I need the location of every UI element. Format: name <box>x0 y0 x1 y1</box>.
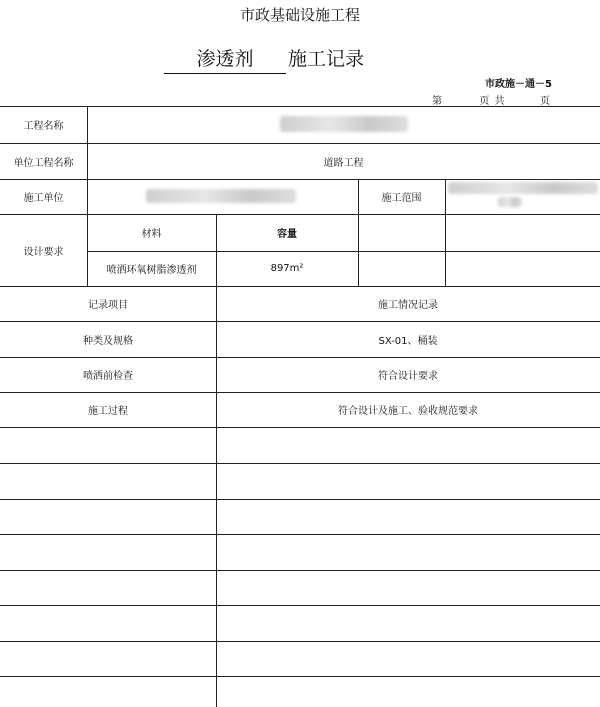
material-value: 喷洒环氧树脂渗透剂 <box>106 265 197 276</box>
record-item-spec: 种类及规格 <box>83 335 133 347</box>
redacted-construction-scope-2 <box>498 197 522 207</box>
page-number <box>432 92 551 107</box>
unit-project-value: 道路工程 <box>323 157 364 169</box>
page-ye-gong: 页 共 <box>479 96 506 107</box>
construction-unit-label: 施工单位 <box>23 193 64 204</box>
record-item-precheck: 喷洒前检查 <box>83 371 133 382</box>
redacted-construction-unit <box>146 189 296 203</box>
page-di: 第 <box>432 96 443 107</box>
record-item-process: 施工过程 <box>88 406 128 417</box>
capacity-header: 容量 <box>277 229 297 240</box>
material-header: 材料 <box>141 229 162 240</box>
redacted-project-name <box>280 116 408 132</box>
record-item-header: 记录项目 <box>88 300 128 311</box>
record-value-spec: SX-01、桶装 <box>378 335 438 347</box>
record-table <box>0 106 600 707</box>
construction-scope-label: 施工范围 <box>381 193 422 204</box>
unit-project-label: 单位工程名称 <box>13 157 74 169</box>
title-material: 渗透剂 <box>164 44 286 74</box>
record-status-header: 施工情况记录 <box>378 300 438 311</box>
capacity-value: 897m² <box>270 263 304 274</box>
design-requirement-label: 设计要求 <box>23 246 64 258</box>
record-value-precheck: 符合设计要求 <box>378 371 438 382</box>
form-code: 市政施－通－5 <box>485 79 552 90</box>
title-record: 施工记录 <box>288 48 365 70</box>
record-value-process: 符合设计及施工、验收规范要求 <box>338 406 478 417</box>
page-ye: 页 <box>539 96 551 107</box>
project-name-label: 工程名称 <box>23 121 64 132</box>
page-title <box>0 44 600 74</box>
redacted-construction-scope <box>448 182 598 194</box>
document-header: 市政基础设施工程 <box>239 6 360 24</box>
